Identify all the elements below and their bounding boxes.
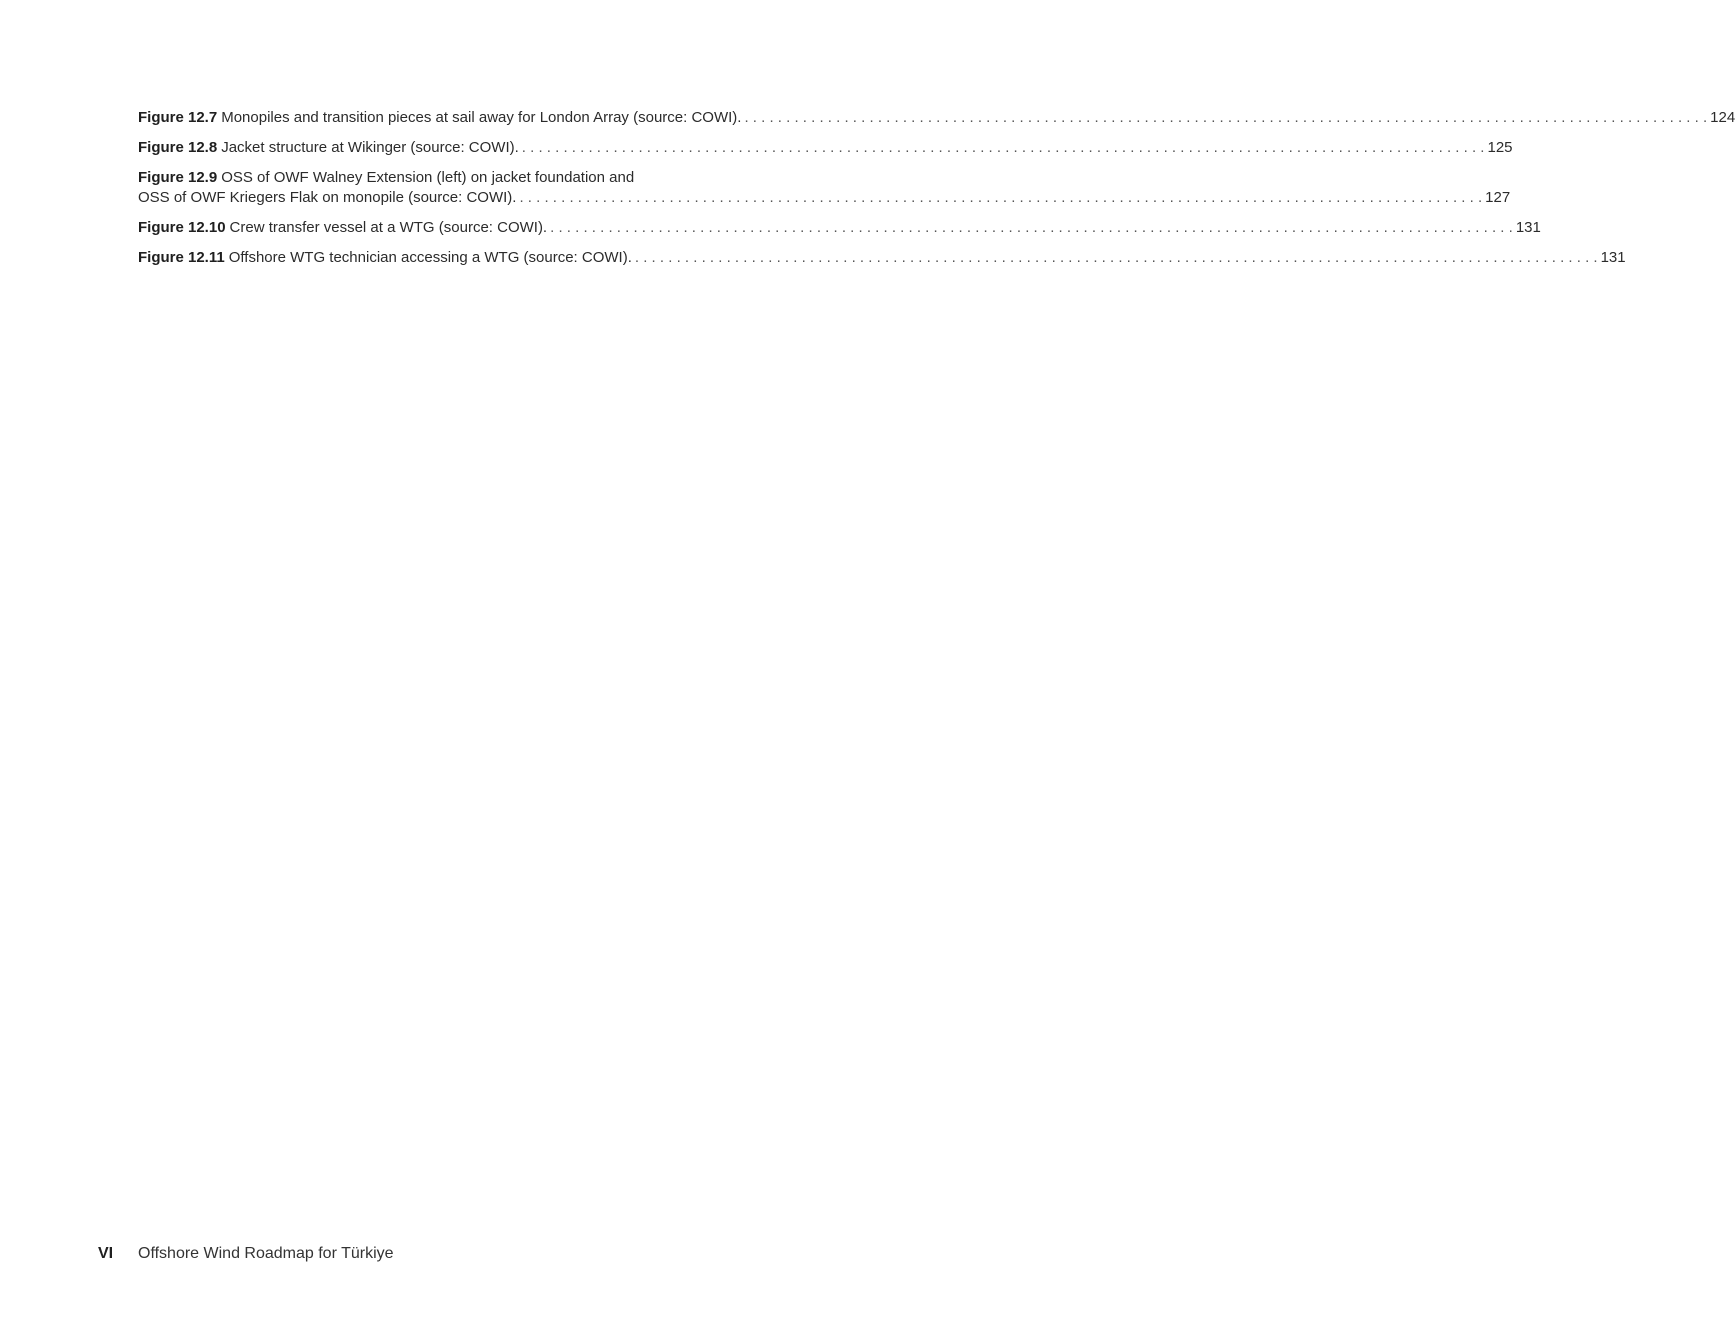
- page-number: 124: [1710, 109, 1735, 126]
- dot-leader: [550, 218, 1513, 238]
- list-of-figures: [138, 108, 1735, 278]
- figure-title: Offshore WTG technician accessing a WTG (source: COWI).: [228, 249, 632, 266]
- figure-title-line-1: OSS of OWF Walney Extension (left) on jacket foundation and: [221, 169, 635, 186]
- toc-entry-figure-12-7[interactable]: [138, 108, 1735, 128]
- footer-document-title: Offshore Wind Roadmap for Türkiye: [138, 1245, 394, 1262]
- figure-number: Figure 12.10: [138, 219, 226, 236]
- figure-number: Figure 12.11: [138, 249, 225, 266]
- dot-leader: [635, 248, 1598, 268]
- figure-title: Crew transfer vessel at a WTG (source: COWI).: [229, 219, 548, 236]
- figure-title: Monopiles and transition pieces at sail away for London Array (source: COWI).: [221, 109, 742, 126]
- toc-entry-figure-12-9[interactable]: [138, 168, 1511, 208]
- figure-number: Figure 12.7: [138, 109, 218, 126]
- page-number: 125: [1487, 139, 1513, 156]
- figure-number: Figure 12.9: [138, 169, 218, 186]
- dot-leader: [522, 138, 1485, 158]
- figure-title-line-2: OSS of OWF Kriegers Flak on monopile (source: COWI).: [138, 189, 517, 206]
- page-number: 131: [1515, 219, 1541, 236]
- page-number: 131: [1600, 249, 1626, 266]
- dot-leader: [744, 108, 1707, 128]
- dot-leader: [519, 188, 1482, 208]
- page-footer: [98, 1243, 394, 1265]
- figure-title: Jacket structure at Wikinger (source: COWI).: [221, 139, 519, 156]
- page-number: 127: [1485, 189, 1511, 206]
- figure-number: Figure 12.8: [138, 139, 218, 156]
- toc-entry-figure-12-8[interactable]: [138, 138, 1513, 158]
- footer-page-number: VI: [98, 1245, 114, 1262]
- toc-entry-figure-12-11[interactable]: [138, 248, 1626, 268]
- toc-entry-figure-12-10[interactable]: [138, 218, 1541, 238]
